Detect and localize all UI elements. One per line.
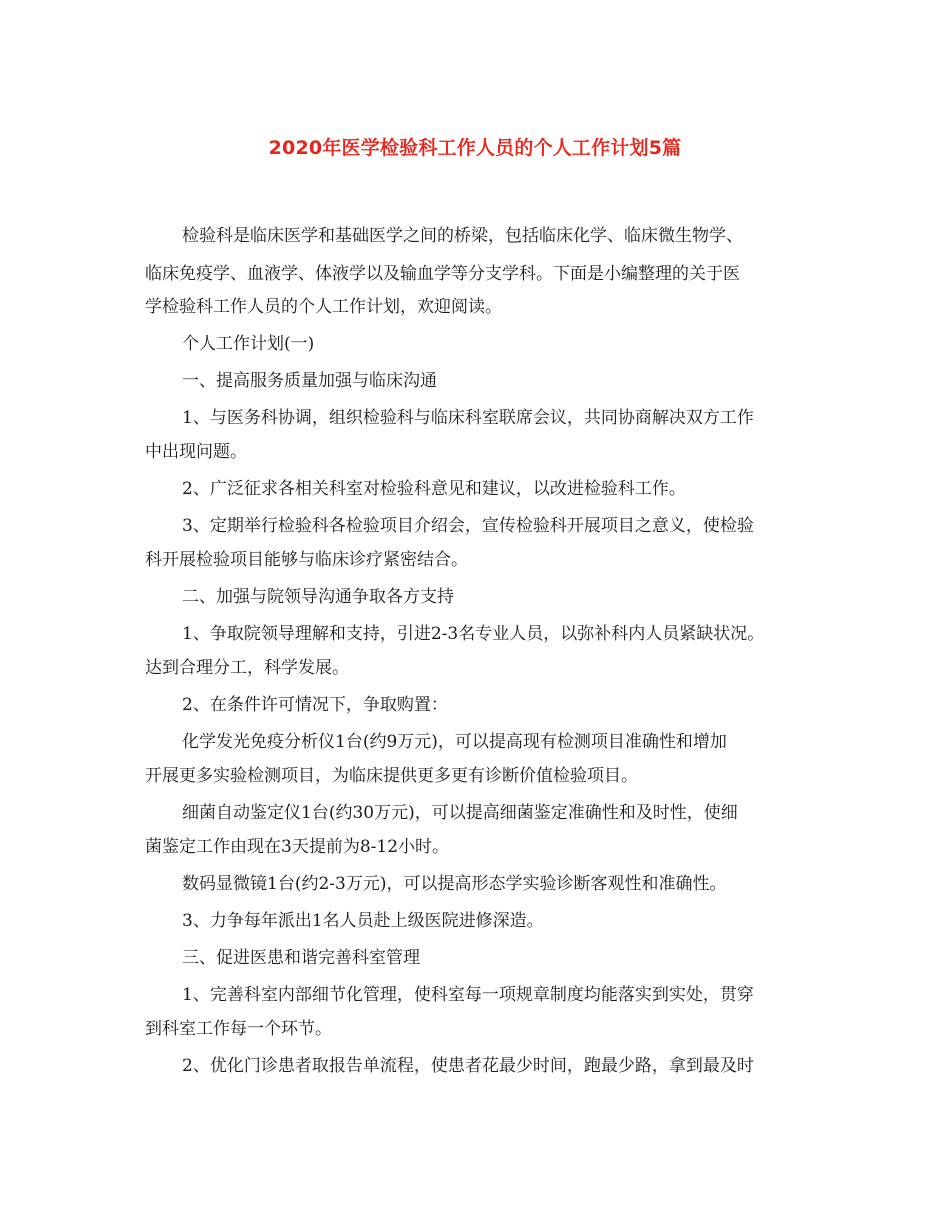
paragraph-line: 化学发光免疫分析仪1台(约9万元)，可以提高现有检测项目准确性和增加 <box>182 732 727 752</box>
paragraph-line: 开展更多实验检测项目，为临床提供更多更有诊断价值检验项目。 <box>145 766 638 786</box>
paragraph-line: 中出现问题。 <box>145 442 247 462</box>
paragraph-line: 2、优化门诊患者取报告单流程，使患者花最少时间，跑最少路，拿到最及时 <box>182 1056 754 1076</box>
paragraph-line: 学检验科工作人员的个人工作计划，欢迎阅读。 <box>145 297 502 317</box>
paragraph-line: 2、广泛征求各相关科室对检验科意见和建议，以改进检验科工作。 <box>182 479 686 499</box>
paragraph-line: 1、与医务科协调，组织检验科与临床科室联席会议，共同协商解决双方工作 <box>182 408 754 428</box>
paragraph-line: 细菌自动鉴定仪1台(约30万元)，可以提高细菌鉴定准确性和及时性，使细 <box>182 803 738 823</box>
paragraph-line: 达到合理分工，科学发展。 <box>145 658 349 678</box>
paragraph-line: 数码显微镜1台(约2-3万元)，可以提高形态学实验诊断客观性和准确性。 <box>182 874 727 894</box>
paragraph-line: 菌鉴定工作由现在3天提前为8-12小时。 <box>145 837 450 857</box>
section-heading: 三、促进医患和谐完善科室管理 <box>182 948 420 968</box>
paragraph-line: 3、力争每年派出1名人员赴上级医院进修深造。 <box>182 911 544 931</box>
paragraph-line: 到科室工作每一个环节。 <box>145 1019 332 1039</box>
paragraph-line: 3、定期举行检验科各检验项目介绍会，宣传检验科开展项目之意义，使检验 <box>182 516 754 536</box>
paragraph-line: 2、在条件许可情况下，争取购置： <box>182 695 448 715</box>
paragraph-line: 科开展检验项目能够与临床诊疗紧密结合。 <box>145 550 468 570</box>
paragraph-line: 临床免疫学、血液学、体液学以及输血学等分支学科。下面是小编整理的关于医 <box>145 264 740 284</box>
section-heading: 一、提高服务质量加强与临床沟通 <box>182 371 437 391</box>
paragraph-line: 1、争取院领导理解和支持，引进2-3名专业人员，以弥补科内人员紧缺状况。 <box>182 624 765 644</box>
paragraph-line: 1、完善科室内部细节化管理，使科室每一项规章制度均能落实到实处，贯穿 <box>182 985 754 1005</box>
section-heading: 个人工作计划(一) <box>182 334 315 354</box>
section-heading: 二、加强与院领导沟通争取各方支持 <box>182 587 454 607</box>
document-title: 2020年医学检验科工作人员的个人工作计划5篇 <box>268 137 682 159</box>
paragraph-line: 检验科是临床医学和基础医学之间的桥梁，包括临床化学、临床微生物学、 <box>182 226 743 246</box>
